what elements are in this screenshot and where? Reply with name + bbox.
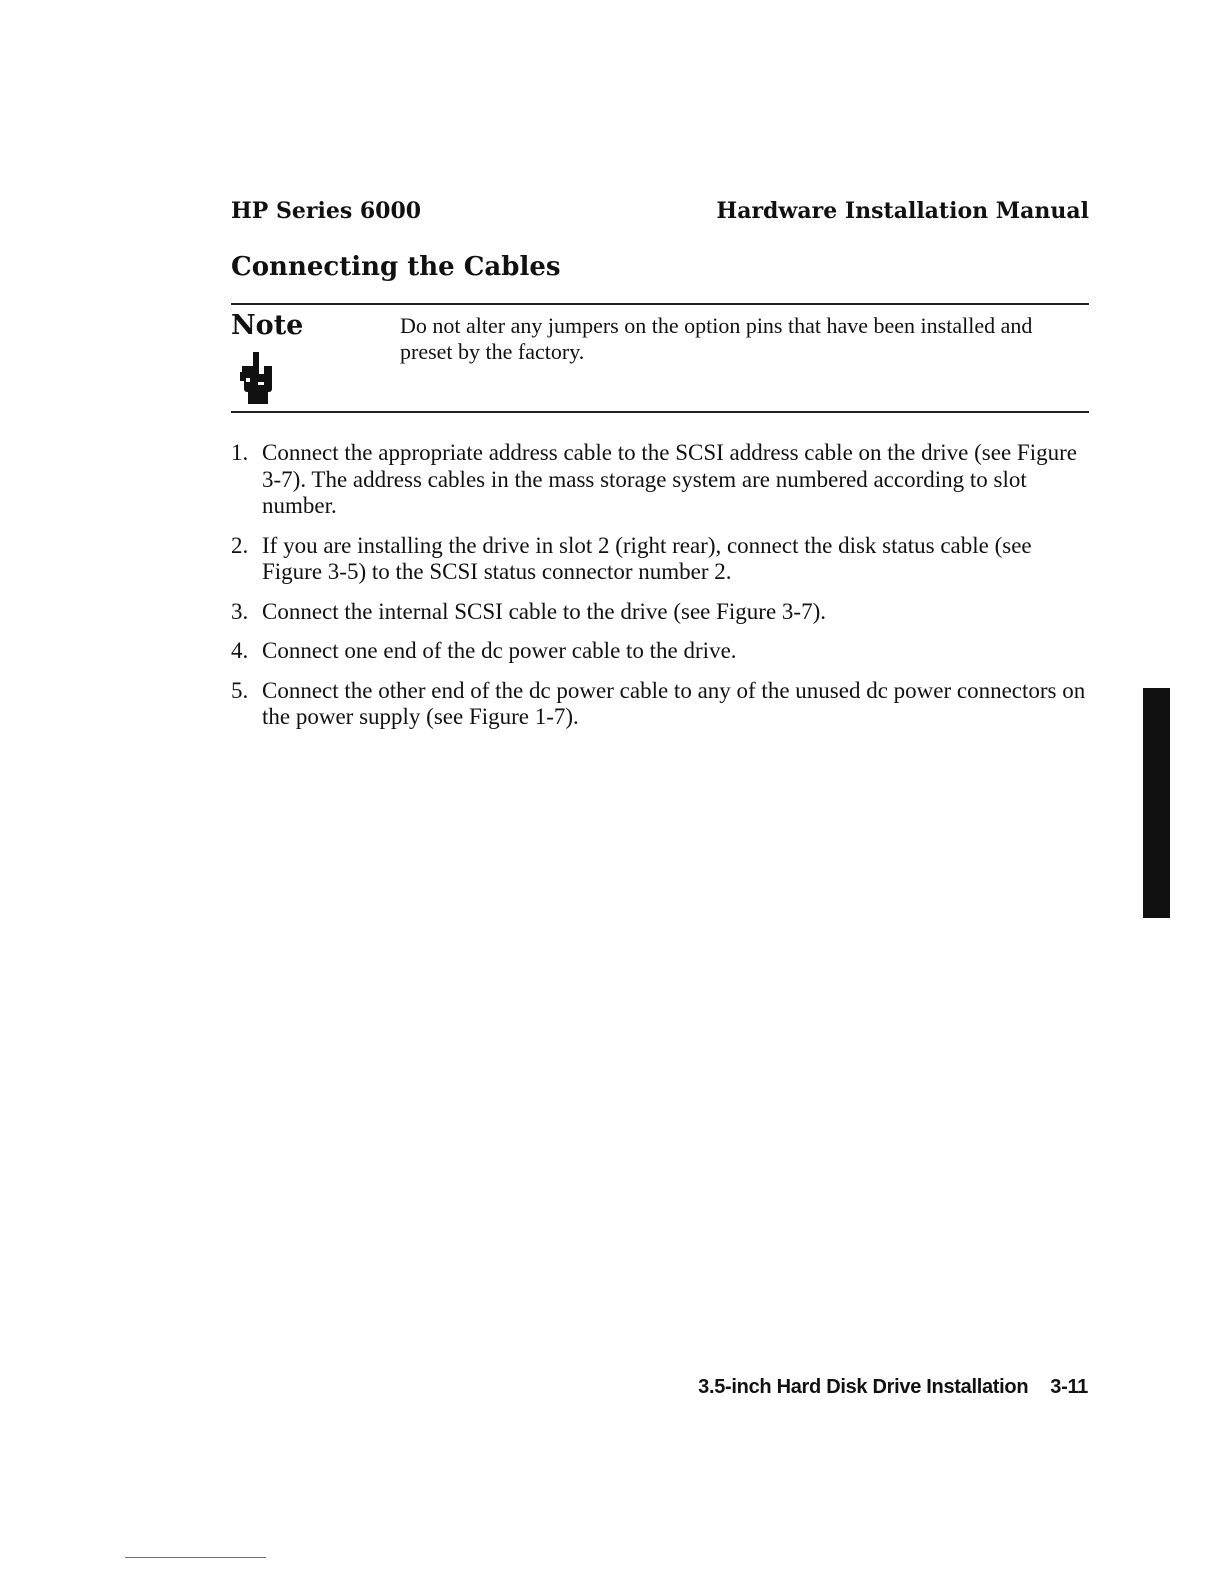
list-item — [231, 678, 1093, 731]
step-number: 1. — [231, 440, 249, 465]
step-number: 5. — [231, 677, 249, 703]
header-right: Hardware Installation Manual — [716, 198, 1089, 224]
note-top-rule — [231, 303, 1089, 305]
bottom-link-underline — [125, 1557, 266, 1558]
step-text: Connect one end of the dc power cable to the drive. — [262, 638, 737, 663]
footer-chapter-title: 3.5-inch Hard Disk Drive Installation — [698, 1376, 1029, 1398]
step-text: If you are installing the drive in slot 2 (right rear), connect the disk status cable (see Figure 3-5) to the SCSI status connector number 2. — [262, 532, 1032, 584]
header-left: HP Series 6000 — [231, 198, 422, 224]
step-number: 4. — [231, 638, 249, 663]
list-item — [231, 638, 1093, 665]
step-text: Connect the internal SCSI cable to the drive (see Figure 3-7). — [262, 598, 826, 624]
note-label: Note — [231, 310, 304, 341]
page-footer — [698, 1376, 1088, 1399]
step-text: Connect the appropriate address cable to the SCSI address cable on the drive (see Figure 3-7). The address cables in the mass storage system are numbered according to slot number. — [262, 440, 1077, 518]
list-item — [231, 599, 1093, 626]
step-number: 2. — [231, 532, 249, 558]
step-number: 3. — [231, 598, 249, 624]
list-item — [231, 440, 1093, 520]
note-bottom-rule — [231, 411, 1089, 413]
pointing-hand-icon — [236, 352, 276, 406]
chapter-thumb-tab — [1143, 688, 1170, 918]
note-text: Do not alter any jumpers on the option pins that have been installed and preset by the factory. — [400, 313, 1033, 364]
step-text: Connect the other end of the dc power cable to any of the unused dc power connectors on the power supply (see Figure 1-7). — [262, 677, 1086, 729]
list-item — [231, 533, 1093, 586]
section-title: Connecting the Cables — [231, 252, 561, 282]
installation-steps — [231, 440, 1093, 744]
page-number: 3-11 — [1050, 1376, 1088, 1398]
